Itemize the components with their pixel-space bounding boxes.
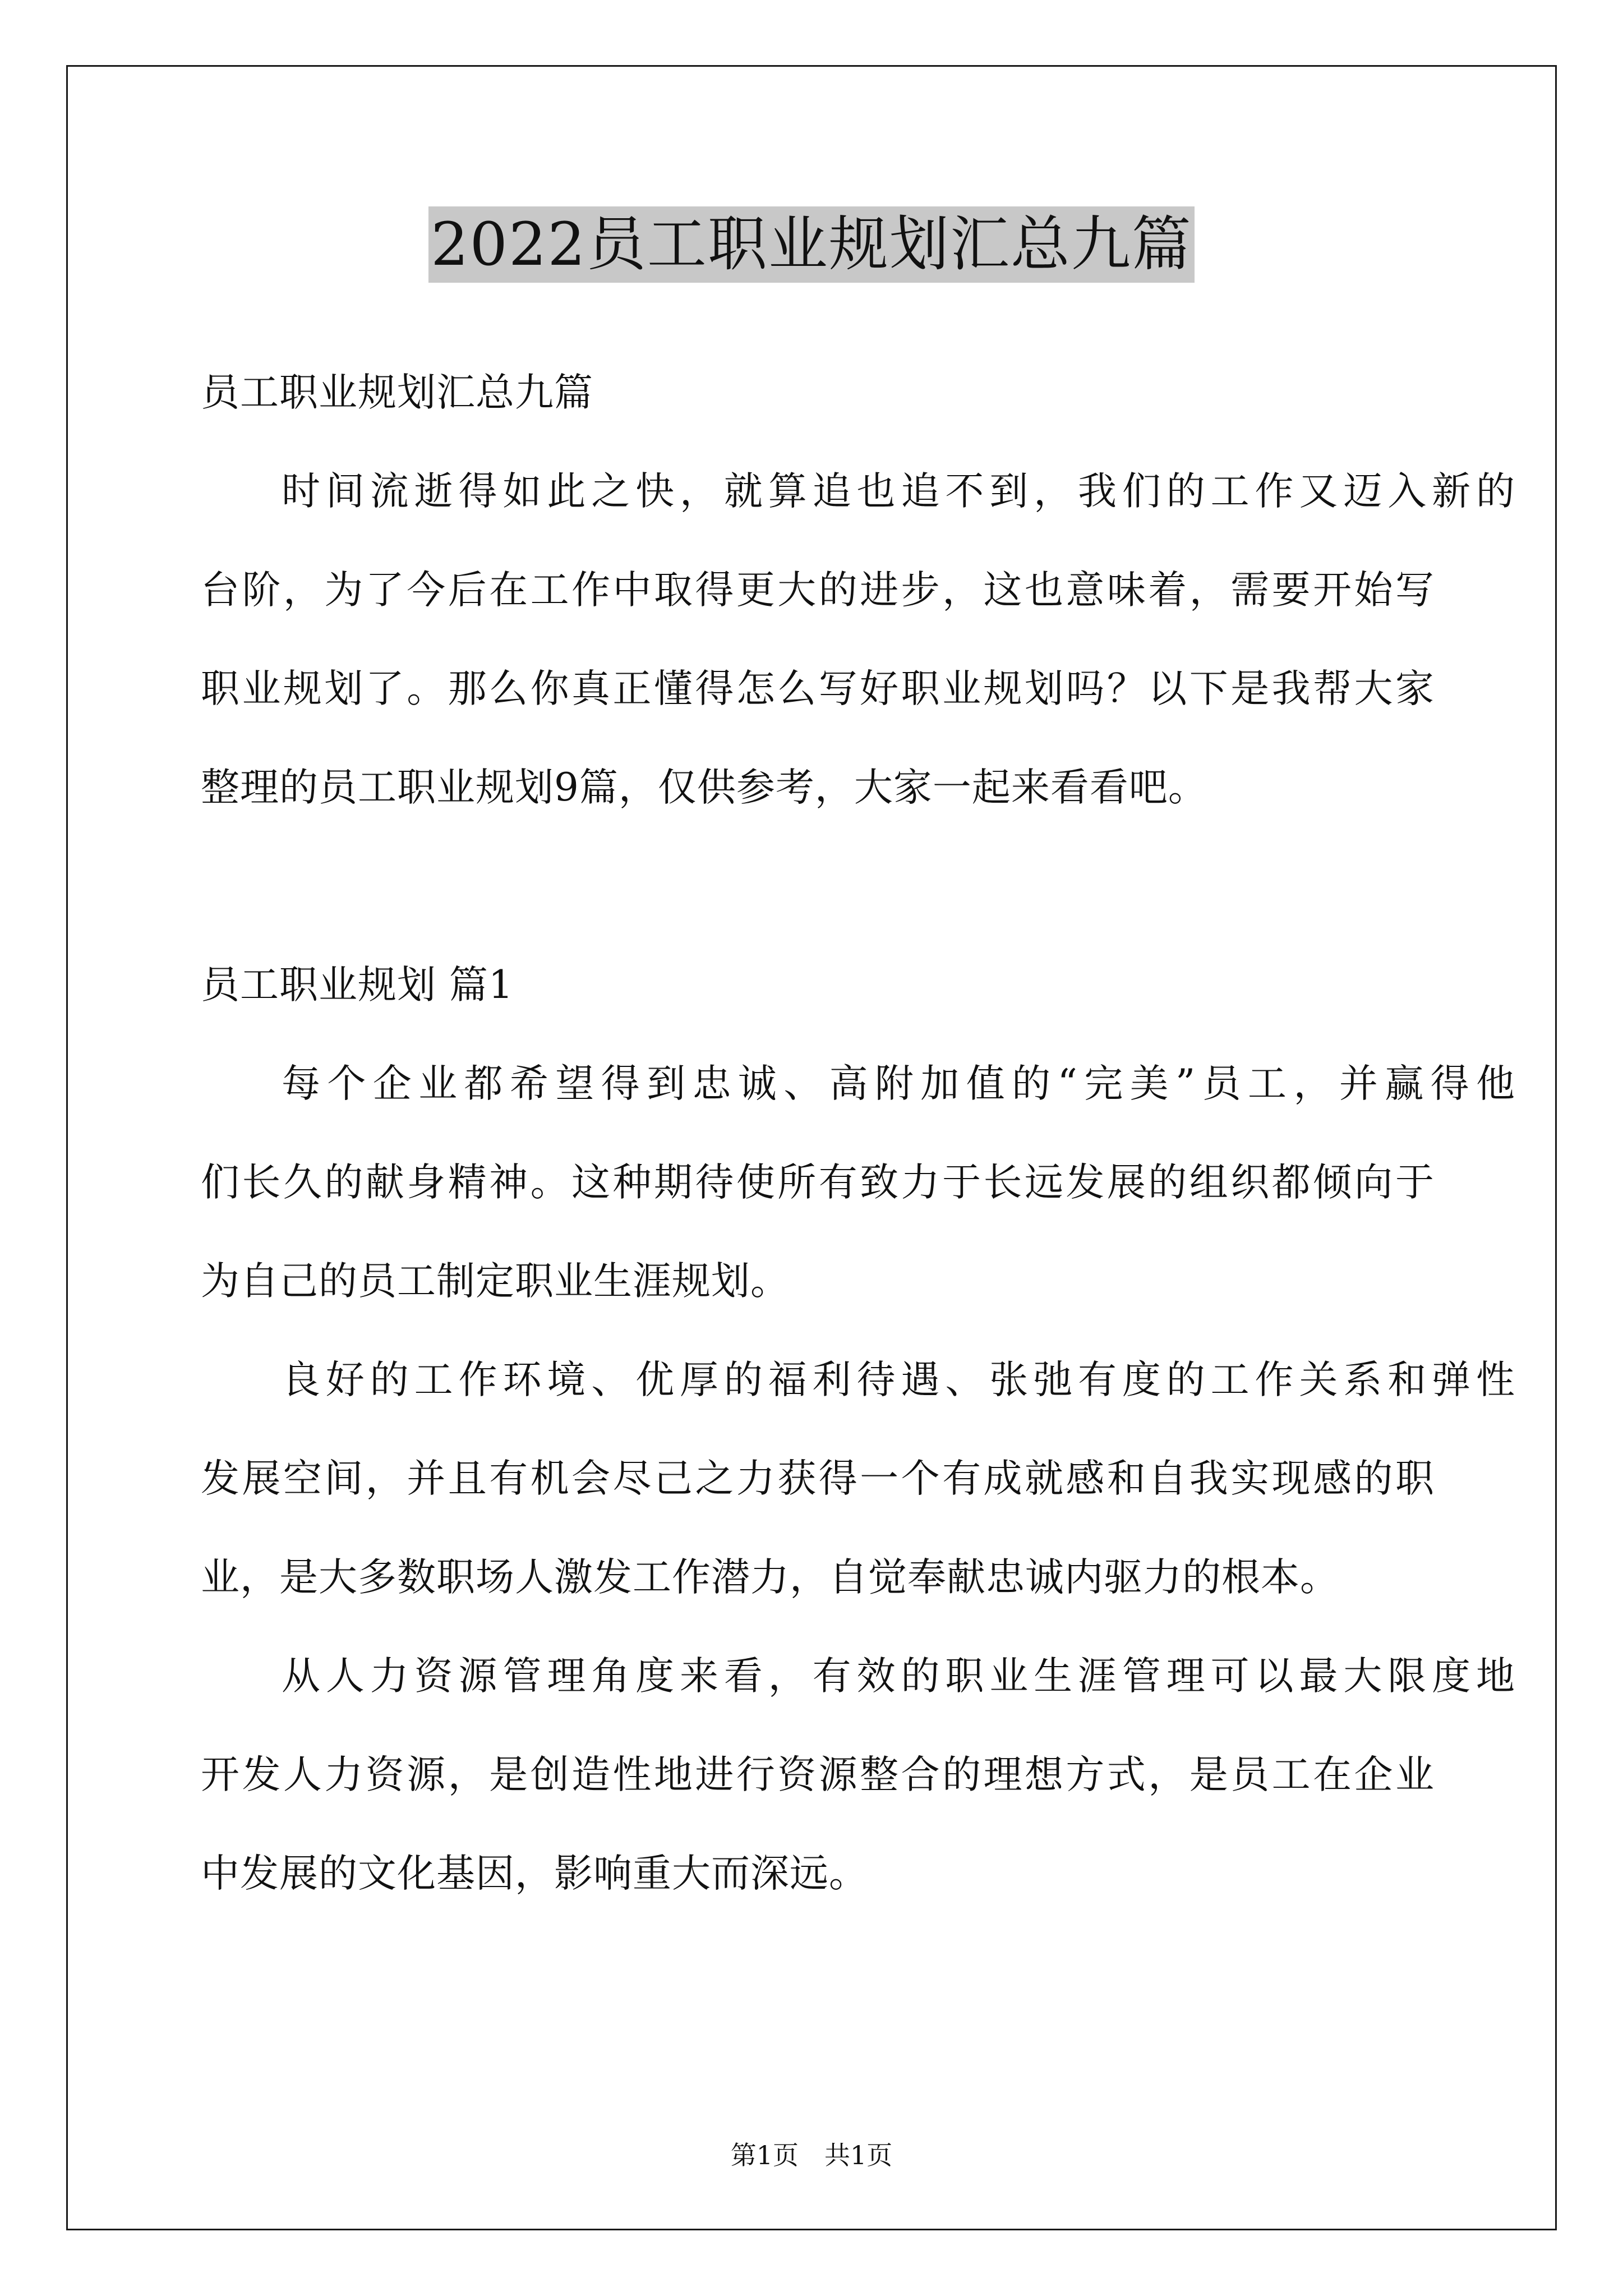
body-line: 良好的工作环境、优厚的福利待遇、张弛有度的工作关系和弹性: [282, 1358, 1515, 1402]
body-line: 整理的员工职业规划9篇，仅供参考，大家一起来看看吧。: [201, 765, 1207, 810]
body-line: 为自己的员工制定职业生涯规划。: [201, 1259, 790, 1304]
document-body: [201, 343, 1515, 1923]
blank-line: [201, 837, 1435, 936]
body-line: 每个企业都希望得到忠诚、高附加值的“完美”员工，并赢得他: [282, 1061, 1515, 1106]
body-line: 时间流逝得如此之快，就算追也追不到，我们的工作又迈入新的: [282, 469, 1515, 514]
body-line: 开发人力资源，是创造性地进行资源整合的理想方式，是员工在企业: [201, 1752, 1435, 1797]
body-line: 发展空间，并且有机会尽己之力获得一个有成就感和自我实现感的职: [201, 1456, 1435, 1501]
section-heading: 员工职业规划 篇1: [201, 963, 514, 1007]
document-title: 2022员工职业规划汇总九篇: [428, 206, 1195, 283]
body-line: 从人力资源管理角度来看，有效的职业生涯管理可以最大限度地: [282, 1654, 1515, 1699]
page-footer: 第1页 共1页: [730, 2140, 893, 2170]
body-line: 职业规划了。那么你真正懂得怎么写好职业规划吗？以下是我帮大家: [201, 666, 1435, 711]
body-line: 中发展的文化基因，影响重大而深远。: [201, 1851, 868, 1896]
body-line: 员工职业规划汇总九篇: [201, 370, 593, 415]
body-line: 台阶，为了今后在工作中取得更大的进步，这也意味着，需要开始写: [201, 568, 1435, 613]
body-line: 业，是大多数职场人激发工作潜力，自觉奉献忠诚内驱力的根本。: [201, 1555, 1339, 1600]
body-line: 们长久的献身精神。这种期待使所有致力于长远发展的组织都倾向于: [201, 1160, 1435, 1205]
title-container: [0, 206, 1623, 283]
